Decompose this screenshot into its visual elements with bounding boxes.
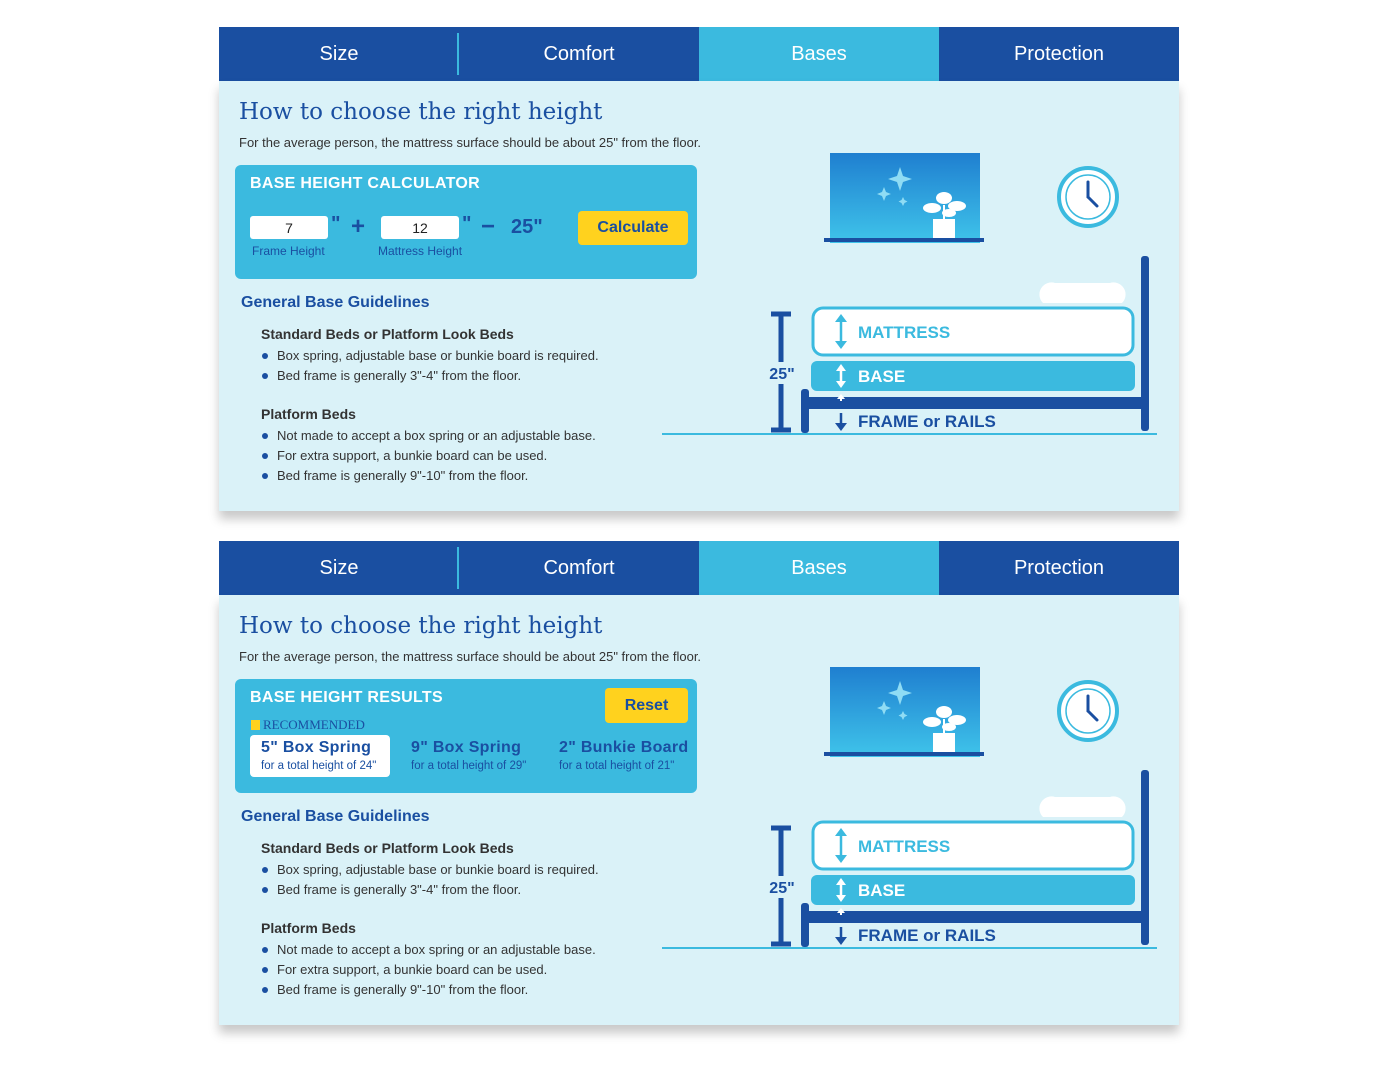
plus-sign: + — [351, 213, 366, 240]
frame-label: FRAME or RAILS — [858, 412, 996, 431]
tab-bases[interactable]: Bases — [699, 541, 939, 595]
clock-icon — [1059, 168, 1117, 226]
height-label: 25" — [769, 366, 795, 383]
tab-bar — [219, 541, 1179, 595]
tab-size[interactable]: Size — [219, 27, 459, 81]
panel-content — [219, 595, 1179, 1025]
mattress-label: MATTRESS — [858, 323, 951, 342]
guideline-group-platform — [261, 406, 596, 486]
results-title: BASE HEIGHT RESULTS — [250, 689, 443, 706]
base-label: BASE — [858, 881, 906, 900]
tab-comfort[interactable]: Comfort — [543, 556, 615, 579]
result-subtitle: for a total height of 21" — [559, 760, 675, 772]
window-icon — [824, 153, 984, 243]
guideline-item: Bed frame is generally 9"-10" from the floor. — [261, 466, 596, 486]
guideline-item: Box spring, adjustable base or bunkie board is required. — [261, 860, 599, 880]
guideline-group-title: Standard Beds or Platform Look Beds — [261, 326, 514, 342]
result-option[interactable] — [411, 735, 551, 772]
bookmark-icon — [251, 720, 260, 730]
result-option-recommended[interactable] — [250, 735, 390, 777]
guideline-item: Bed frame is generally 3"-4" from the floor. — [261, 366, 599, 386]
guidelines-title: General Base Guidelines — [241, 294, 430, 311]
tab-bar — [219, 27, 1179, 81]
base-height-results — [235, 679, 697, 793]
tab-protection[interactable]: Protection — [1013, 556, 1105, 579]
mattress-height-input[interactable] — [381, 216, 459, 239]
base-height-calculator — [235, 165, 697, 279]
bed-diagram — [662, 770, 1157, 948]
window-icon — [824, 667, 984, 757]
page-subtitle: For the average person, the mattress surface should be about 25" from the floor. — [239, 135, 702, 150]
guideline-item: For extra support, a bunkie board can be used. — [261, 446, 596, 466]
page-title: How to choose the right height — [239, 613, 603, 639]
panel-content — [219, 81, 1179, 511]
guideline-item: Bed frame is generally 3"-4" from the floor. — [261, 880, 599, 900]
bed-diagram — [662, 256, 1157, 434]
target-height: 25" — [511, 216, 543, 238]
reset-button[interactable]: Reset — [605, 688, 688, 723]
result-subtitle: for a total height of 24" — [261, 760, 377, 772]
guideline-group-platform — [261, 920, 596, 1000]
guideline-group-title: Platform Beds — [261, 406, 356, 422]
guideline-item: Bed frame is generally 9"-10" from the floor. — [261, 980, 596, 1000]
result-title: 9" Box Spring — [411, 739, 522, 756]
frame-height-input[interactable] — [250, 216, 328, 239]
page-subtitle: For the average person, the mattress surface should be about 25" from the floor. — [239, 649, 702, 664]
frame-label: FRAME or RAILS — [858, 926, 996, 945]
mattress-height-label: Mattress Height — [378, 244, 463, 258]
calculator-title: BASE HEIGHT CALCULATOR — [250, 175, 481, 192]
bed-height-illustration — [659, 141, 1179, 511]
mattress-label: MATTRESS — [858, 837, 951, 856]
clock-icon — [1059, 682, 1117, 740]
height-label: 25" — [769, 880, 795, 897]
guideline-item: Box spring, adjustable base or bunkie board is required. — [261, 346, 599, 366]
guideline-item: Not made to accept a box spring or an adjustable base. — [261, 940, 596, 960]
guideline-item: Not made to accept a box spring or an adjustable base. — [261, 426, 596, 446]
guidelines-title: General Base Guidelines — [241, 808, 430, 825]
guideline-item: For extra support, a bunkie board can be used. — [261, 960, 596, 980]
tab-bases[interactable]: Bases — [699, 27, 939, 81]
inch-mark: " — [331, 213, 341, 235]
guideline-group-title: Platform Beds — [261, 920, 356, 936]
guideline-group-standard — [261, 840, 599, 900]
result-subtitle: for a total height of 29" — [411, 760, 527, 772]
page-title: How to choose the right height — [239, 99, 603, 125]
tab-comfort[interactable]: Comfort — [543, 42, 615, 65]
results-panel — [219, 541, 1179, 1025]
recommended-label: RECOMMENDED — [263, 717, 365, 732]
inch-mark: " — [462, 213, 472, 235]
bed-height-illustration — [659, 655, 1179, 1025]
calculator-panel — [219, 27, 1179, 511]
guideline-group-standard — [261, 326, 599, 386]
minus-sign: − — [481, 213, 496, 240]
result-title: 5" Box Spring — [261, 739, 372, 756]
result-title: 2" Bunkie Board — [559, 739, 689, 756]
frame-height-label: Frame Height — [252, 244, 325, 258]
base-label: BASE — [858, 367, 906, 386]
tab-size[interactable]: Size — [219, 541, 459, 595]
calculate-button[interactable]: Calculate — [578, 211, 688, 245]
tab-protection[interactable]: Protection — [1013, 42, 1105, 65]
guideline-group-title: Standard Beds or Platform Look Beds — [261, 840, 514, 856]
